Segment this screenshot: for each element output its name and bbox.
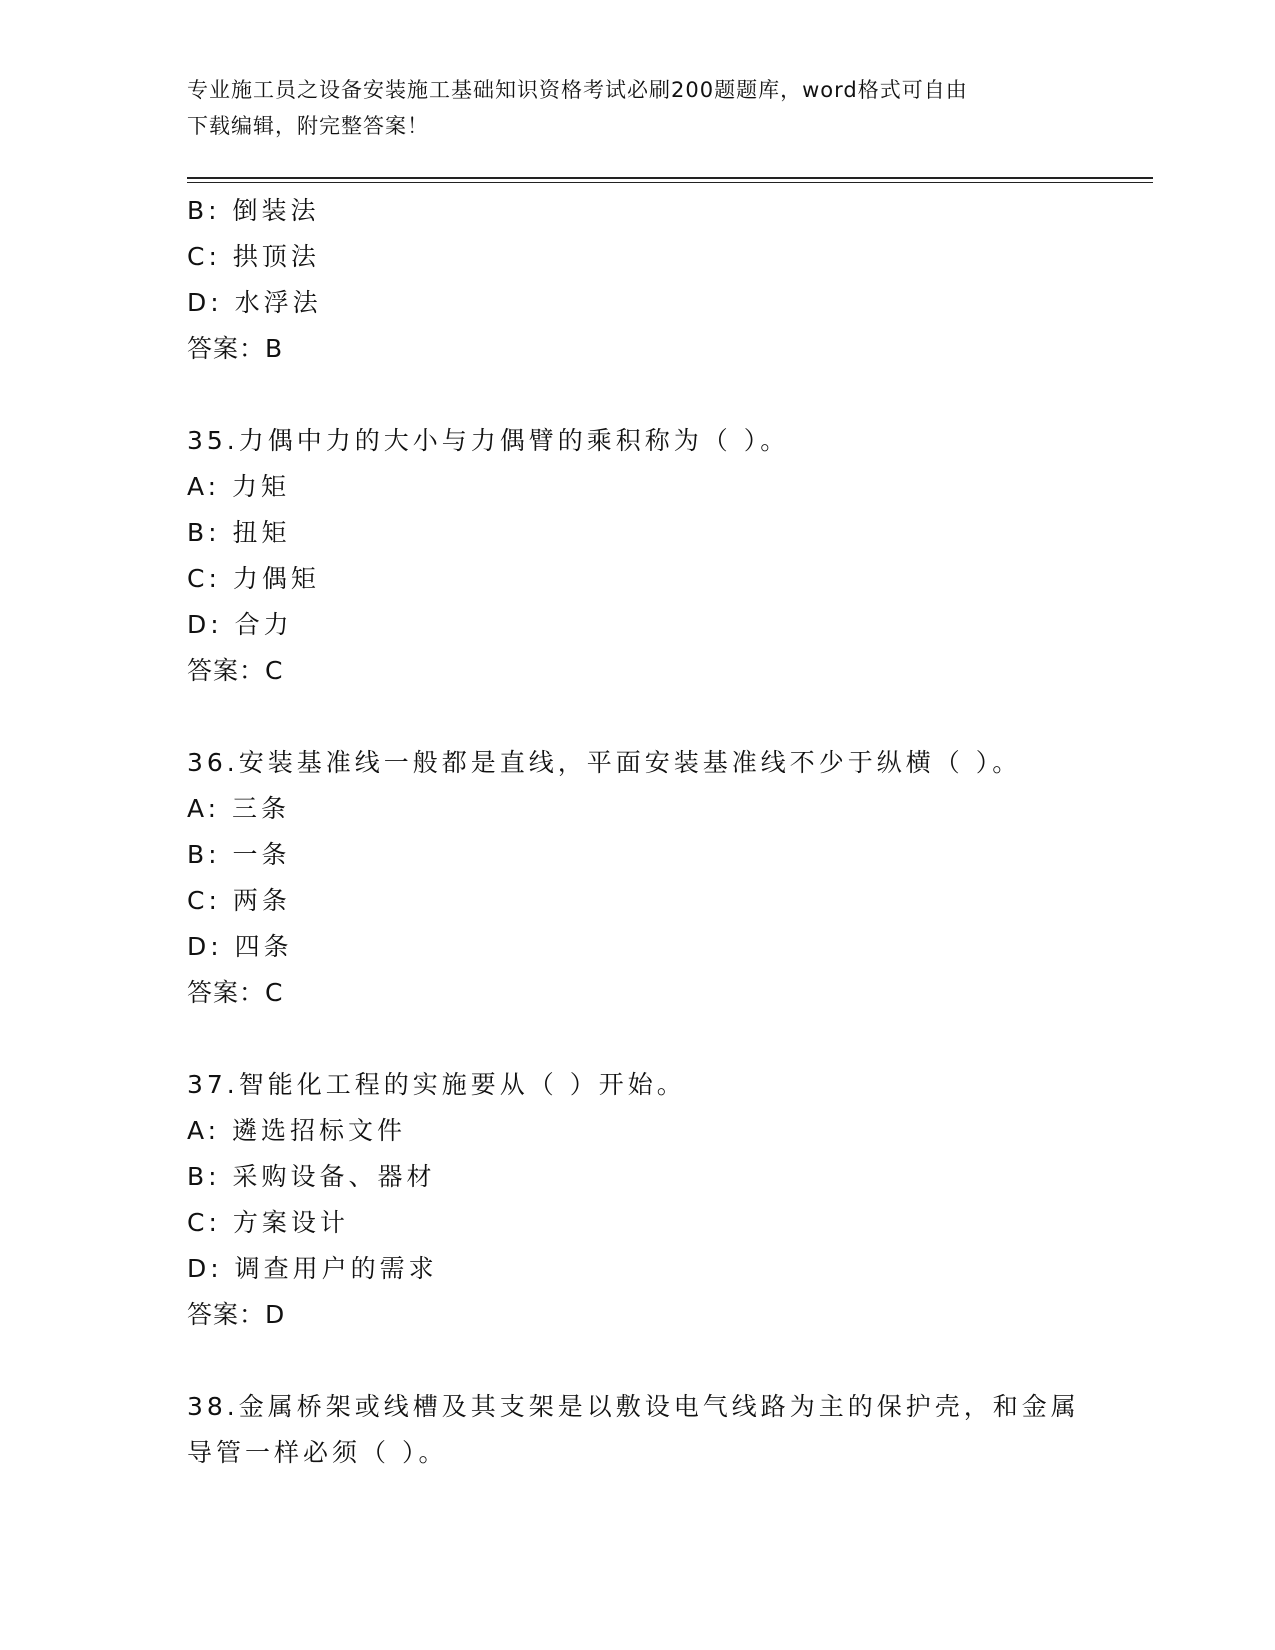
answer-line: 答案：D bbox=[187, 1300, 286, 1329]
header-divider-thick bbox=[187, 177, 1153, 179]
option-a: A: 力矩 bbox=[187, 472, 291, 501]
option-c: C: 两条 bbox=[187, 886, 291, 915]
option-b: B: 扭矩 bbox=[187, 518, 291, 547]
spacer bbox=[187, 372, 1153, 418]
question-35 bbox=[187, 418, 1153, 694]
question-text-line-2: 导管一样必须（ ）。 bbox=[187, 1438, 448, 1467]
option-b: B: 采购设备、器材 bbox=[187, 1162, 436, 1191]
question-34-continued bbox=[187, 188, 1153, 372]
option-d: D: 四条 bbox=[187, 932, 293, 961]
question-list bbox=[187, 188, 1153, 1476]
option-b: B: 一条 bbox=[187, 840, 291, 869]
question-38 bbox=[187, 1384, 1153, 1476]
option-c: C: 力偶矩 bbox=[187, 564, 320, 593]
answer-line: 答案：C bbox=[187, 656, 284, 685]
header-line-2: 下载编辑，附完整答案！ bbox=[187, 114, 429, 138]
option-d: D: 合力 bbox=[187, 610, 293, 639]
option-a: A: 三条 bbox=[187, 794, 291, 823]
spacer bbox=[187, 694, 1153, 740]
option-a: A: 遴选招标文件 bbox=[187, 1116, 407, 1145]
option-c: C: 方案设计 bbox=[187, 1208, 349, 1237]
question-text: 35.力偶中力的大小与力偶臂的乘积称为（ ）。 bbox=[187, 426, 790, 455]
option-d: D: 水浮法 bbox=[187, 288, 322, 317]
question-37 bbox=[187, 1062, 1153, 1338]
question-text-line-1: 38.金属桥架或线槽及其支架是以敷设电气线路为主的保护壳，和金属 bbox=[187, 1392, 1080, 1421]
question-text: 37.智能化工程的实施要从（ ）开始。 bbox=[187, 1070, 686, 1099]
question-text: 36.安装基准线一般都是直线，平面安装基准线不少于纵横（ ）。 bbox=[187, 748, 1022, 777]
header-line-1: 专业施工员之设备安装施工基础知识资格考试必刷200题题库，word格式可自由 bbox=[187, 78, 968, 102]
option-b: B: 倒装法 bbox=[187, 196, 320, 225]
spacer bbox=[187, 1016, 1153, 1062]
option-c: C: 拱顶法 bbox=[187, 242, 320, 271]
header-divider-thin bbox=[187, 182, 1153, 183]
question-36 bbox=[187, 740, 1153, 1016]
document-header bbox=[187, 72, 1067, 144]
spacer bbox=[187, 1338, 1153, 1384]
answer-line: 答案：C bbox=[187, 978, 284, 1007]
option-d: D: 调查用户的需求 bbox=[187, 1254, 438, 1283]
answer-line: 答案：B bbox=[187, 334, 284, 363]
